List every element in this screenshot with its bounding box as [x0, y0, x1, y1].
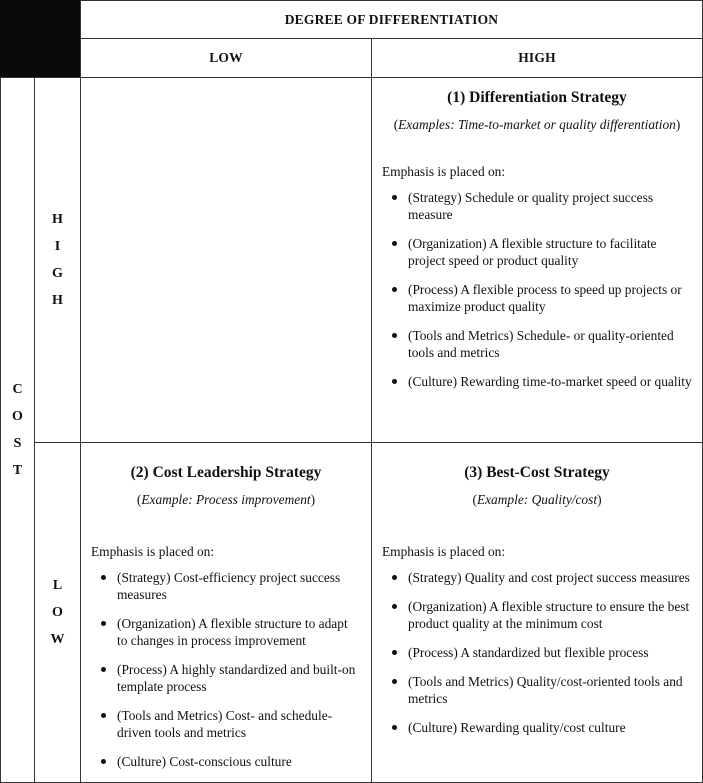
axis-letter: O: [52, 605, 63, 620]
emphasis-label: Emphasis is placed on:: [91, 544, 215, 559]
quadrant-cost-leadership: [80, 442, 372, 783]
row-header-low: [34, 442, 81, 783]
emphasis-label: Emphasis is placed on:: [382, 164, 506, 179]
list-item: (Organization) A flexible structure to ensure the best product quality at the minimum cost: [408, 598, 692, 632]
emphasis-label: Emphasis is placed on:: [382, 544, 506, 559]
row-header-high: [34, 77, 81, 443]
axis-letter: H: [52, 212, 63, 227]
quadrant-differentiation: [371, 77, 703, 443]
column-header-low: [80, 38, 372, 78]
list-item: (Organization) A flexible structure to facilitate project speed or product quality: [408, 235, 692, 269]
list-item: (Strategy) Schedule or quality project success measure: [408, 189, 692, 223]
emphasis-list: [382, 189, 692, 390]
axis-letter: C: [12, 382, 23, 397]
axis-letter: W: [50, 632, 65, 647]
quadrant-title: (1) Differentiation Strategy: [447, 89, 627, 106]
header-title: DEGREE OF DIFFERENTIATION: [284, 11, 499, 27]
axis-letter: T: [12, 463, 23, 478]
list-item: (Strategy) Quality and cost project success measures: [408, 569, 692, 586]
column-high-label: HIGH: [518, 50, 556, 65]
list-item: (Culture) Cost-conscious culture: [117, 753, 361, 770]
axis-letter: G: [52, 266, 63, 281]
header-title-cell: [80, 0, 703, 39]
quadrant-title: (3) Best-Cost Strategy: [464, 464, 610, 481]
list-item: (Culture) Rewarding time-to-market speed or quality: [408, 374, 692, 389]
axis-letter: S: [13, 436, 22, 451]
list-item: (Tools and Metrics) Quality/cost-oriented tools and metrics: [408, 673, 692, 707]
empty-quadrant: [80, 77, 372, 443]
emphasis-list: [91, 569, 361, 770]
list-item: (Organization) A flexible structure to adapt to changes in process improvement: [117, 615, 361, 649]
axis-letter: I: [54, 239, 61, 254]
quadrant-example: (Example: Quality/cost): [472, 492, 602, 507]
axis-letter: L: [52, 578, 63, 593]
column-header-high: [371, 38, 703, 78]
list-item: (Process) A highly standardized and built-on template process: [117, 661, 361, 695]
list-item: (Tools and Metrics) Cost- and schedule-driven tools and metrics: [117, 707, 361, 741]
list-item: (Process) A flexible process to speed up projects or maximize product quality: [408, 281, 692, 315]
quadrant-title: (2) Cost Leadership Strategy: [130, 464, 322, 481]
quadrant-example: (Example: Process improvement): [136, 492, 316, 507]
list-item: (Process) A standardized but flexible process: [408, 644, 692, 661]
emphasis-list: [382, 569, 692, 736]
quadrant-best-cost: [371, 442, 703, 783]
axis-letter: O: [12, 409, 23, 424]
quadrant-example: (Examples: Time-to-market or quality differentiation): [393, 117, 681, 132]
list-item: (Strategy) Cost-efficiency project success measures: [117, 569, 361, 603]
list-item: (Culture) Rewarding quality/cost culture: [408, 719, 692, 736]
cost-axis-label: [0, 77, 35, 783]
corner-block: [0, 0, 80, 78]
axis-letter: H: [52, 293, 63, 308]
column-low-label: LOW: [209, 50, 243, 65]
list-item: (Tools and Metrics) Schedule- or quality-oriented tools and metrics: [408, 327, 692, 361]
